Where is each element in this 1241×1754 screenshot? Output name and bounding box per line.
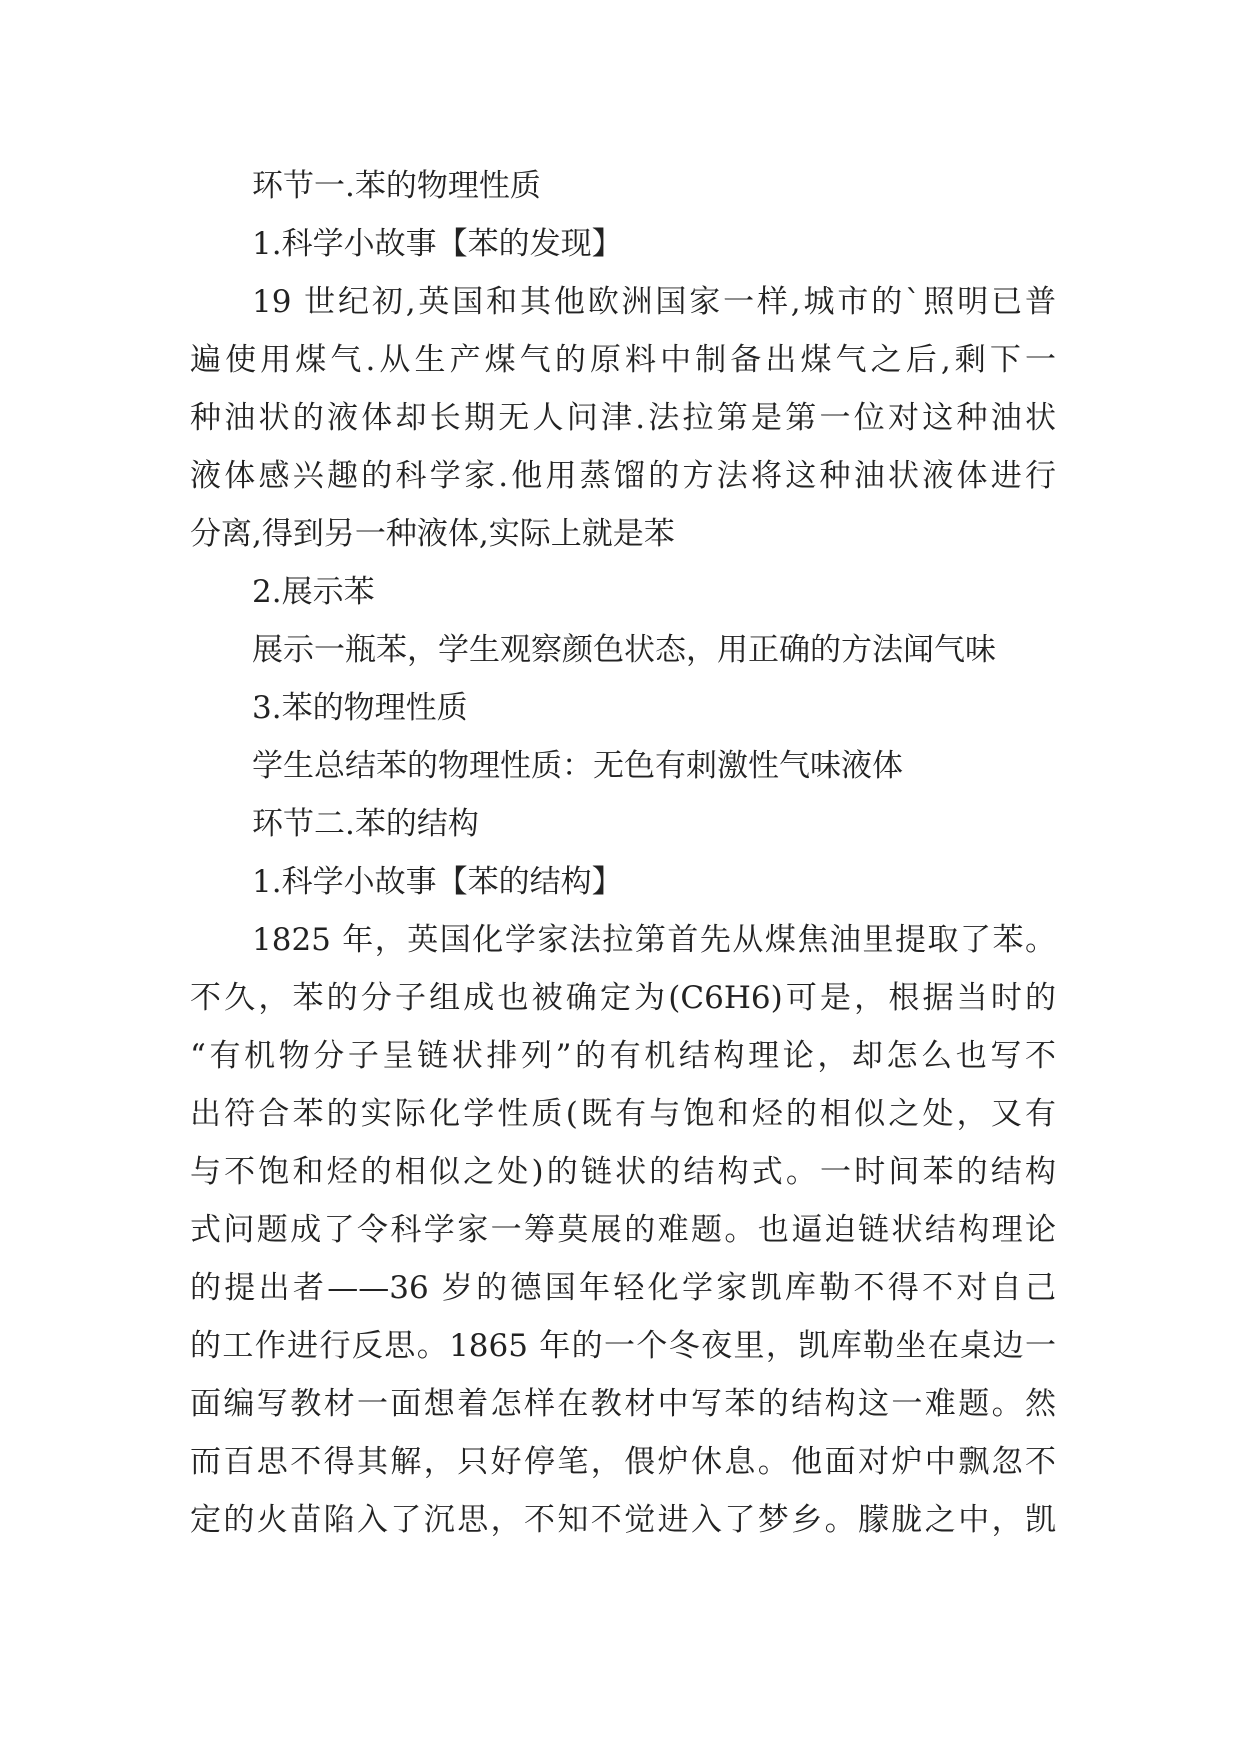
- paragraph-line: 的提出者——36 岁的德国年轻化学家凯库勒不得不对自己: [190, 1270, 1056, 1306]
- paragraph-line: 1825 年，英国化学家法拉第首先从煤焦油里提取了苯。: [252, 922, 1056, 958]
- paragraph-line: 与不饱和烃的相似之处)的链状的结构式。一时间苯的结构: [190, 1154, 1056, 1190]
- paragraph-line: 液体感兴趣的科学家.他用蒸馏的方法将这种油状液体进行: [190, 458, 1056, 494]
- paragraph-line: 种油状的液体却长期无人问津.法拉第是第一位对这种油状: [190, 400, 1056, 436]
- subsection-heading: 1.科学小故事【苯的结构】: [252, 864, 623, 900]
- paragraph-line: 展示一瓶苯，学生观察颜色状态，用正确的方法闻气味: [252, 632, 996, 668]
- paragraph-line: 不久，苯的分子组成也被确定为(C6H6)可是，根据当时的: [190, 980, 1056, 1016]
- subsection-heading: 3.苯的物理性质: [252, 690, 468, 726]
- paragraph-line: 定的火苗陷入了沉思，不知不觉进入了梦乡。朦胧之中，凯: [190, 1502, 1056, 1538]
- subsection-heading: 2.展示苯: [252, 574, 375, 610]
- paragraph-line: 的工作进行反思。1865 年的一个冬夜里，凯库勒坐在桌边一: [190, 1328, 1056, 1364]
- paragraph-line: 面编写教材一面想着怎样在教材中写苯的结构这一难题。然: [190, 1386, 1056, 1422]
- paragraph-line: 19 世纪初,英国和其他欧洲国家一样,城市的`照明已普: [252, 284, 1056, 320]
- paragraph-line: 而百思不得其解，只好停笔，偎炉休息。他面对炉中飘忽不: [190, 1444, 1056, 1480]
- paragraph-line: 分离,得到另一种液体,实际上就是苯: [190, 516, 675, 552]
- paragraph-line: “有机物分子呈链状排列”的有机结构理论，却怎么也写不: [190, 1038, 1056, 1074]
- paragraph-line: 式问题成了令科学家一筹莫展的难题。也逼迫链状结构理论: [190, 1212, 1056, 1248]
- subsection-heading: 1.科学小故事【苯的发现】: [252, 226, 623, 262]
- section-heading: 环节一.苯的物理性质: [252, 168, 541, 204]
- document-page: [190, 157, 1056, 1549]
- paragraph-line: 学生总结苯的物理性质：无色有刺激性气味液体: [252, 748, 903, 784]
- paragraph-line: 遍使用煤气.从生产煤气的原料中制备出煤气之后,剩下一: [190, 342, 1056, 378]
- paragraph-line: 出符合苯的实际化学性质(既有与饱和烃的相似之处，又有: [190, 1096, 1056, 1132]
- section-heading: 环节二.苯的结构: [252, 806, 479, 842]
